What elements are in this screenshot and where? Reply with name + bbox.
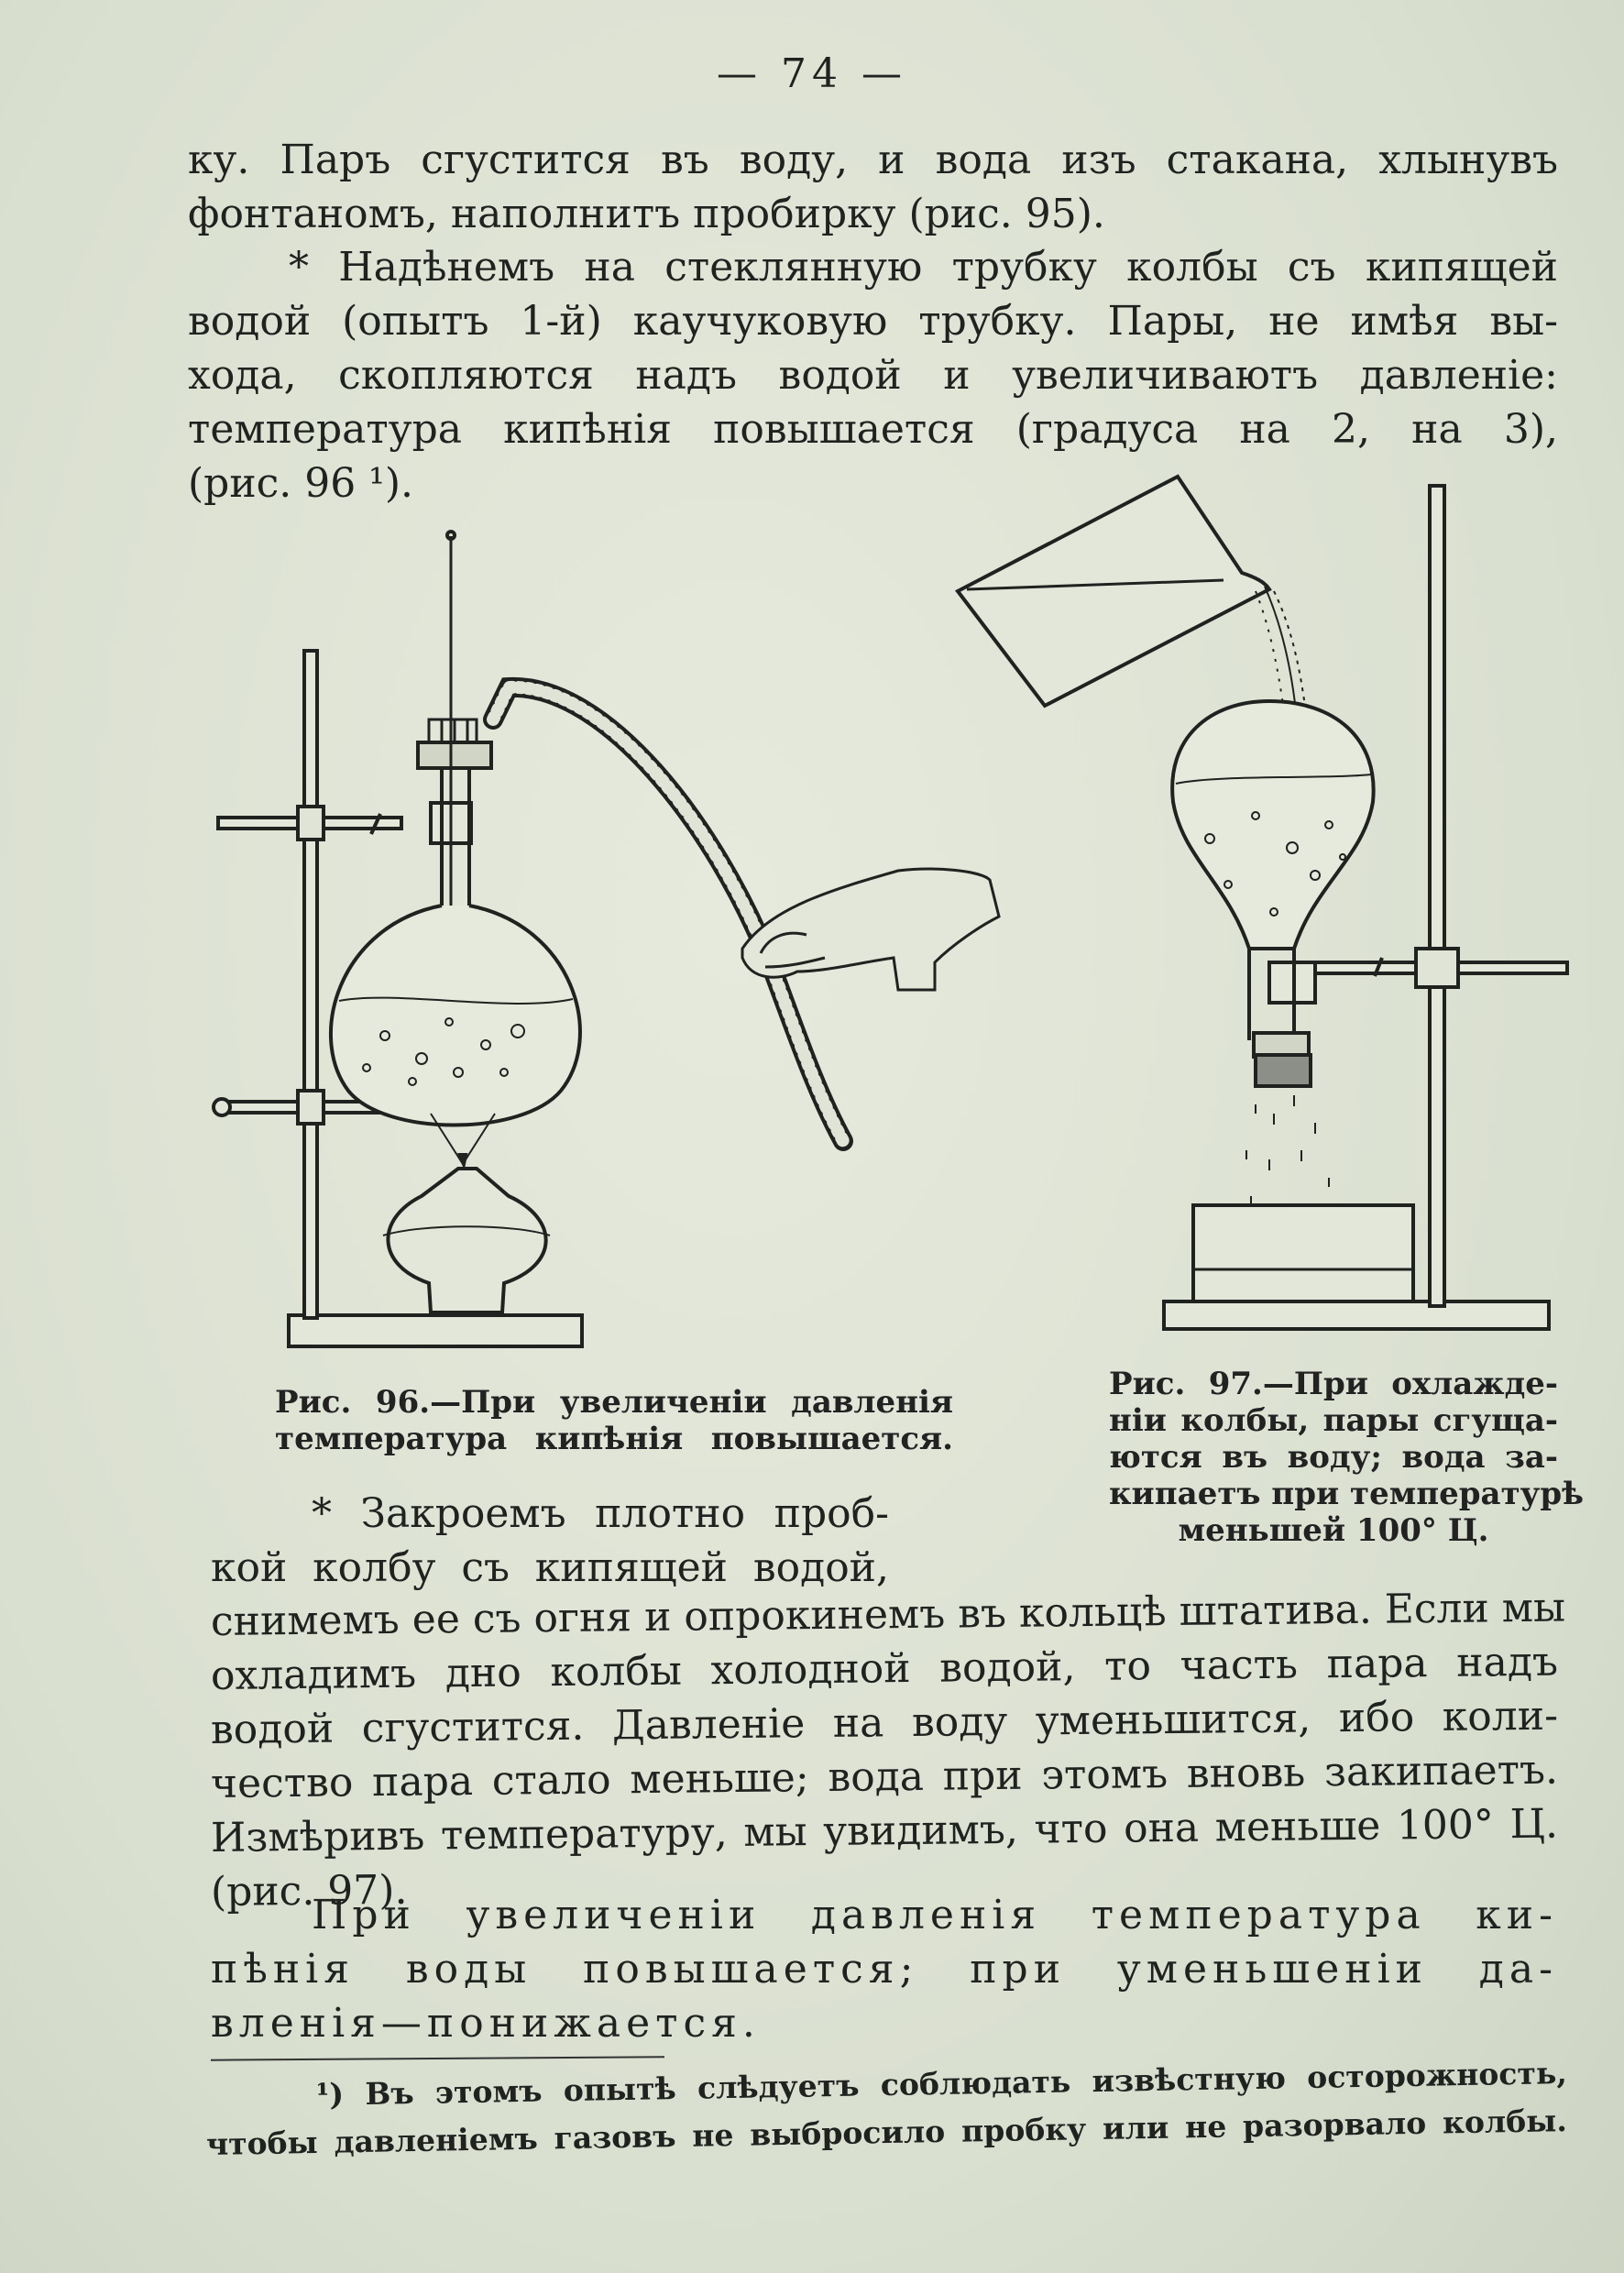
figure-96-caption <box>275 1384 953 1457</box>
stopper <box>418 742 491 768</box>
text-line: снимемъ ее съ огня и опрокинемъ въ кольцѣ штатива. Если мы <box>210 1584 1566 1645</box>
figure-97-illustration <box>953 454 1586 1343</box>
figure-96-illustration <box>202 522 1026 1366</box>
stand-base <box>289 1315 582 1346</box>
caption-line: кипаетъ при температурѣ <box>1109 1476 1585 1512</box>
text-line: * Закроемъ плотно проб- <box>312 1490 889 1537</box>
text-line: чтобы давленіемъ газовъ не выбросило пробку или не разорвало колбы. <box>205 2103 1568 2162</box>
text-line: * Надѣнемъ на стеклянную трубку колбы съ кипящей <box>289 244 1558 291</box>
caption-line: ніи колбы, пары сгуща- <box>1109 1402 1558 1439</box>
flask-body <box>1172 701 1374 949</box>
text-line: охладимъ дно колбы холодной водой, то часть пара надъ <box>210 1638 1559 1699</box>
water-drips <box>1246 1095 1329 1214</box>
stand-rod <box>304 651 317 1318</box>
text-line: (рис. 96 ¹). <box>188 460 414 507</box>
caption-line: меньшей 100° Ц. <box>1178 1512 1489 1549</box>
water-dish <box>1193 1205 1413 1301</box>
text-line: ку. Паръ сгустится въ воду, и вода изъ стакана, хлынувъ <box>188 137 1558 183</box>
text-line: фонтаномъ, наполнитъ пробирку (рис. 95). <box>188 191 1105 237</box>
text-line: ¹) Въ этомъ опытѣ слѣдуетъ соблюдать извѣстную осторожность, <box>315 2055 1568 2113</box>
text-line: При увеличеніи давленія температура ки- <box>312 1892 1558 1938</box>
text-line: пѣнія воды повышается; при уменьшеніи да- <box>211 1946 1558 1993</box>
caption-line: Рис. 96.—При увеличеніи давленія <box>275 1384 953 1421</box>
text-line: вленія—понижается. <box>211 2000 761 2047</box>
beaker <box>958 477 1269 706</box>
caption-line: температура кипѣнія повышается. <box>275 1421 953 1457</box>
stand-base <box>1164 1301 1549 1329</box>
page-number: — 74 — <box>717 50 907 97</box>
text-line: водой сгустится. Давленіе на воду уменьшится, ибо коли- <box>210 1692 1559 1753</box>
stand-rod <box>1430 486 1444 1306</box>
text-line: температура кипѣнія повышается (градуса на 2, на 3), <box>188 406 1558 453</box>
text-line: водой (опытъ 1-й) каучуковую трубку. Пары, не имѣя вы- <box>188 298 1558 345</box>
burner <box>388 1169 545 1312</box>
text-line: чество пара стало меньше; вода при этомъ вновь закипаетъ. <box>210 1746 1559 1807</box>
text-line: Измѣривъ температуру, мы увидимъ, что она меньше 100° Ц. <box>210 1800 1559 1861</box>
text-line: кой колбу съ кипящей водой, <box>211 1544 889 1591</box>
paragraph-3 <box>210 1487 1566 1919</box>
paragraph-1 <box>188 133 1558 241</box>
caption-line: Рис. 97.—При охлажде- <box>1109 1366 1558 1402</box>
text-line: хода, скопляются надъ водой и увеличиваютъ давленіе: <box>188 352 1558 399</box>
text-line: (рис. 97). <box>210 1866 408 1916</box>
flask-body <box>331 906 580 1126</box>
caption-line: ются въ воду; вода за- <box>1109 1439 1558 1476</box>
highlighted-rule <box>211 1888 1558 2050</box>
footnote <box>205 2055 1568 2169</box>
